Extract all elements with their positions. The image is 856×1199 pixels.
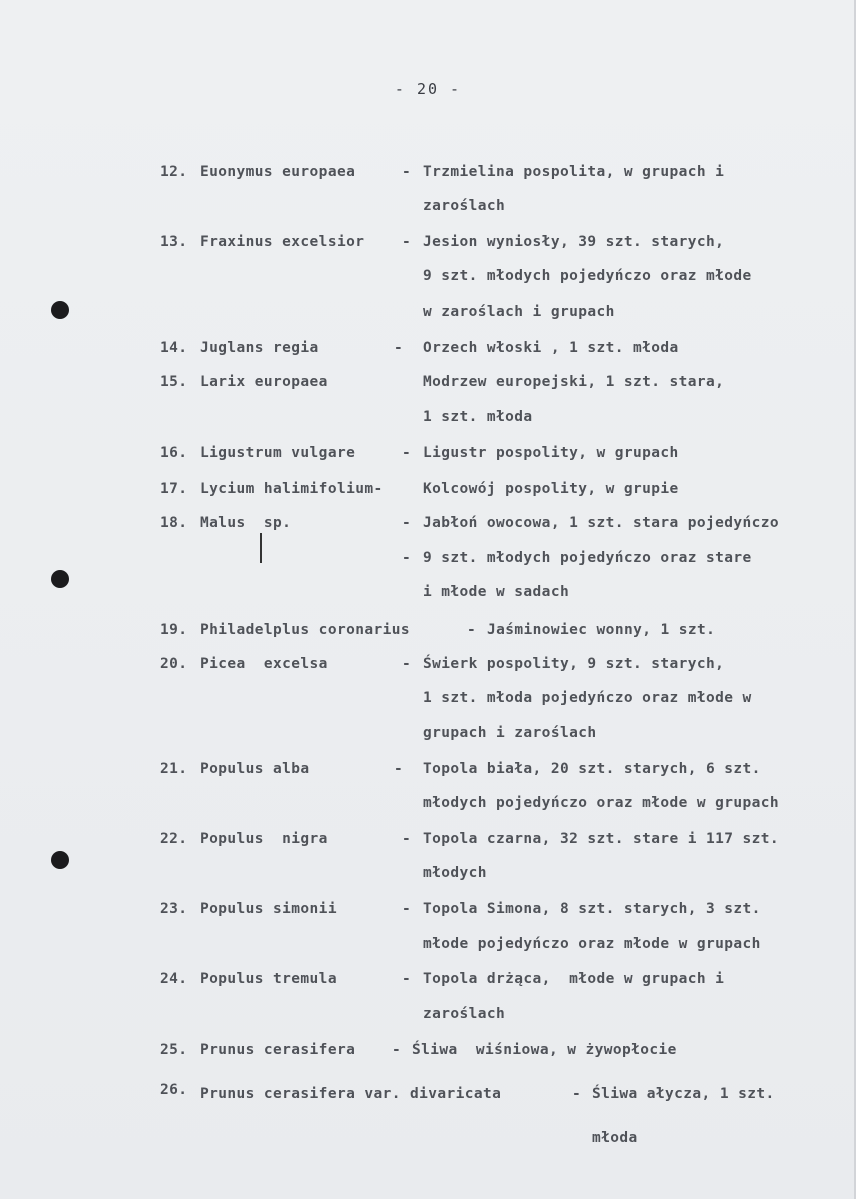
description-line: Modrzew europejski, 1 szt. stara, bbox=[423, 374, 725, 390]
dash: - bbox=[402, 164, 412, 180]
latin-name: Populus simonii bbox=[200, 901, 337, 917]
dash: - bbox=[402, 971, 412, 987]
entry-number: 16. bbox=[160, 445, 188, 461]
latin-name: Picea excelsa bbox=[200, 656, 328, 672]
entry-number: 15. bbox=[160, 374, 188, 390]
entry-number: 24. bbox=[160, 971, 188, 987]
description-line: Topola biała, 20 szt. starych, 6 szt. bbox=[423, 761, 761, 777]
entry-number: 23. bbox=[160, 901, 188, 917]
description-line: zaroślach bbox=[423, 198, 506, 214]
description-line: grupach i zaroślach bbox=[423, 725, 597, 741]
latin-name: Populus tremula bbox=[200, 971, 337, 987]
description-line: młodych bbox=[423, 865, 487, 881]
description-line: młodych pojedyńczo oraz młode w grupach bbox=[423, 795, 780, 811]
entry-number: 21. bbox=[160, 761, 188, 777]
dash: - bbox=[402, 515, 412, 531]
dash: - bbox=[402, 656, 412, 672]
description-line: zaroślach bbox=[423, 1006, 506, 1022]
dash: - bbox=[402, 901, 412, 917]
description-line: Topola drżąca, młode w grupach i bbox=[423, 971, 725, 987]
description-line: Jesion wyniosły, 39 szt. starych, bbox=[423, 234, 725, 250]
description-line: Śliwa wiśniowa, w żywopłocie bbox=[412, 1042, 677, 1058]
latin-name: Populus nigra bbox=[200, 831, 328, 847]
latin-name: Malus sp. bbox=[200, 515, 292, 531]
description-line: Kolcowój pospolity, w grupie bbox=[423, 481, 679, 497]
dash: - bbox=[394, 340, 404, 356]
entry-number: 26. bbox=[160, 1082, 188, 1098]
dash: - bbox=[402, 234, 412, 250]
latin-name: Fraxinus excelsior bbox=[200, 234, 365, 250]
description-line: Ligustr pospolity, w grupach bbox=[423, 445, 679, 461]
description-line: Topola czarna, 32 szt. stare i 117 szt. bbox=[423, 831, 780, 847]
dash: - bbox=[394, 761, 404, 777]
description-line: Jaśminowiec wonny, 1 szt. bbox=[487, 622, 716, 638]
entry-number: 19. bbox=[160, 622, 188, 638]
page-number: - 20 - bbox=[394, 80, 462, 98]
latin-name: Euonymus europaea bbox=[200, 164, 356, 180]
entry-number: 18. bbox=[160, 515, 188, 531]
dash: - bbox=[467, 622, 477, 638]
entry-number: 17. bbox=[160, 481, 188, 497]
latin-name: Prunus cerasifera var. divaricata bbox=[200, 1086, 502, 1102]
entry-number: 20. bbox=[160, 656, 188, 672]
dash: - bbox=[402, 550, 412, 566]
description-line: 1 szt. młoda pojedyńczo oraz młode w bbox=[423, 690, 752, 706]
latin-name: Lycium halimifolium- bbox=[200, 481, 383, 497]
entry-number: 12. bbox=[160, 164, 188, 180]
latin-name: Juglans regia bbox=[200, 340, 319, 356]
latin-name: Prunus cerasifera bbox=[200, 1042, 356, 1058]
description-line: młoda bbox=[592, 1130, 638, 1146]
punch-hole bbox=[51, 301, 69, 319]
dash: - bbox=[572, 1086, 582, 1102]
description-line: 9 szt. młodych pojedyńczo oraz stare bbox=[423, 550, 752, 566]
description-line: Świerk pospolity, 9 szt. starych, bbox=[423, 656, 725, 672]
entry-number: 13. bbox=[160, 234, 188, 250]
dash: - bbox=[392, 1042, 402, 1058]
description-line: 1 szt. młoda bbox=[423, 409, 533, 425]
latin-name: Populus alba bbox=[200, 761, 310, 777]
punch-hole bbox=[51, 570, 69, 588]
description-line: w zaroślach i grupach bbox=[423, 304, 615, 320]
description-line: 9 szt. młodych pojedyńczo oraz młode bbox=[423, 268, 752, 284]
dash: - bbox=[402, 831, 412, 847]
latin-name: Ligustrum vulgare bbox=[200, 445, 356, 461]
description-line: Topola Simona, 8 szt. starych, 3 szt. bbox=[423, 901, 761, 917]
latin-name: Larix europaea bbox=[200, 374, 328, 390]
description-line: i młode w sadach bbox=[423, 584, 570, 600]
entry-number: 22. bbox=[160, 831, 188, 847]
ink-mark bbox=[260, 533, 262, 563]
entry-number: 25. bbox=[160, 1042, 188, 1058]
dash: - bbox=[402, 445, 412, 461]
description-line: Orzech włoski , 1 szt. młoda bbox=[423, 340, 679, 356]
punch-hole bbox=[51, 851, 69, 869]
latin-name: Philadelplus coronarius bbox=[200, 622, 410, 638]
entry-number: 14. bbox=[160, 340, 188, 356]
description-line: młode pojedyńczo oraz młode w grupach bbox=[423, 936, 761, 952]
description-line: Śliwa ałycza, 1 szt. bbox=[592, 1086, 775, 1102]
description-line: Jabłoń owocowa, 1 szt. stara pojedyńczo bbox=[423, 515, 780, 531]
description-line: Trzmielina pospolita, w grupach i bbox=[423, 164, 725, 180]
